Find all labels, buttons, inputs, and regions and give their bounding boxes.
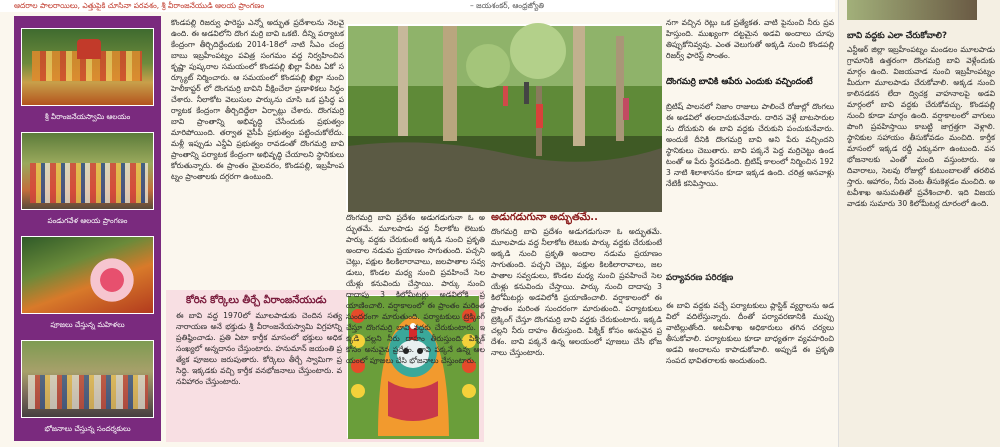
col1-paragraph: కొండపల్లి రిజర్వు ఫారెస్టు ఎన్నో అద్భుత ప్రదేశాలను నెలవై ఉంది. ఈ అడవిలోని దొంగ మర్రి బావి ఒకటి. దీన్ని పర్యాటక కేంద్రంగా తీర్చిదిద్దేందుకు 2014-18లో నాటి సీఎం చంద్రబాబు ఇబ్రహీంపట్నం పవిత్ర సంగమం వద్ద నిర్వహించిన కృష్ణా పుష్కరాల సమయంలో కొండపల్లి ఖిల్లా పేరిట ఏకో సర్క్యూట్ నిర్మించారు. ఆ సమయంలో కొండపల్లి ఖిల్లా నుంచి హెలీకాప్టర్ లో దొంగమర్రి బావిని వీక్షించేలా ప్రణాళికలు సిద్ధం చేశారు. నీలాకోట వెలుసుల పార్కును చూసి ఒక ప్రసిద్ధ పర్యాటక కేంద్రంగా తీర్చిదిద్దేలా ఏర్పాట్లు చేశారు. దొంగమర్రి బావి ప్రాంతాన్ని అభివృద్ధి చేసేందుకు ప్రభుత్వం మారిపోయింది. తర్వాత వైసీపీ ప్రభుత్వం పట్టించుకోలేదు. మళ్లీ ఇప్పుడు ఎన్డీఏ ప్రభుత్వం రావడంతో దొంగమర్రి బావి ప్రాంతాన్ని పర్యాటక కేంద్రంగా అభివృద్ధి చేయాలని స్థానికులు కోరుతున్నారు. ఈ ప్రాంతం మైలవరం, కొండపల్లి, ఇబ్రహీంపట్నం ప్రాంతాలకు దగ్గరగా ఉంటుంది.: [171, 18, 344, 181]
road-photo: [847, 0, 977, 20]
deity-box-heading: కోరిన కోర్కెలు తీర్చే వీరాంజనేయుడు: [186, 295, 327, 306]
col4-intro: నగా వచ్చిన రెట్లు ఒక ప్రత్యేకత. వాటి పైనుంచి నీరు ప్రవహిస్తుంది. ముఖ్యంగా దట్టమైన అడవి అందాలు చూపు తిప్పుకోనివ్వవు. ఎంత వెలుగుతో అక్కడి నుంచి కొండపల్లి రిజర్వ్ ఫారెస్ట్ సొంతం.: [666, 18, 834, 60]
photo-sidebar: [14, 16, 161, 441]
caption-festival: పండుగవేళ ఆలయ ప్రాంగణం: [47, 216, 128, 225]
visitors-dining-photo: [21, 340, 154, 418]
wonders-heading: అడుగడుగునా అద్భుతమే..: [491, 212, 598, 223]
col4-environment-paragraph: ఈ బావి వద్దకు వచ్చే పర్యాటకులు ప్లాస్టిక్ వ్యర్థాలను అడవిలో వదిలేస్తున్నారు. దీంతో పర్యావరణానికి ముప్పు వాటిల్లుతోంది. అటవీశాఖ అధికారులు తగిన చర్యలు తీసుకోవాలి. పర్యాటకులు కూడా బాధ్యతగా వ్యవహరించి అడవి అందాలను కాపాడుకోవాలి. అప్పుడే ఈ ప్రకృతి సంపద భావితరాలకు అందుతుంది.: [666, 301, 834, 365]
women-worship-photo: [21, 236, 154, 314]
how-to-reach-paragraph: ఎన్టీఆర్ జిల్లా ఇబ్రహీంపట్నం మండలం మూలపాడు గ్రామానికి ఉత్తరంగా దొంగమర్రి బావి వెళ్లేందుకు మార్గం ఉంది. విజయవాడ నుంచి ఇబ్రహీంపట్నం మీదుగా మూలపాడు చేరుకోవాలి. అక్కడ నుంచి కాలినడకన లేదా ద్విచక్ర వాహనాలపై అడవి మార్గంలో బావి వద్దకు చేరుకోవచ్చు. కొండపల్లి నుంచి కూడా మార్గం ఉంది. వర్షాకాలంలో వాగులు పొంగి ప్రవహిస్తాయి కాబట్టి జాగ్రత్తగా వెళ్లాలి. స్థానికుల సహాయం తీసుకోవడం మంచిది. కార్తీక మాసంలో ఇక్కడ రద్దీ ఎక్కువగా ఉంటుంది. వనభోజనాలకు ఎంతో మంది వస్తుంటారు. ఆదివారాలు, సెలవు రోజుల్లో కుటుంబాలతో తరలివస్తారు. ఆహారం, నీరు వెంట తీసుకెళ్లడం మంచిది. అటవీశాఖ అనుమతితో ప్రవేశించాలి. ఇది విజయవాడకు సుమారు 30 కిలోమీటర్ల దూరంలో ఉంది.: [847, 45, 995, 208]
how-to-reach-heading: బావి వద్దకు ఎలా చేరుకోవాలి?: [847, 31, 947, 41]
caption-temple: శ్రీ వీరాంజనేయస్వామి ఆలయం: [44, 112, 131, 121]
caption-women-worship: పూజలు చేస్తున్న మహిళలు: [50, 320, 125, 329]
caption-visitors-dining: భోజనాలు చేస్తున్న సందర్శకులు: [44, 424, 131, 433]
festival-crowd-photo: [21, 132, 154, 210]
environment-subheading: పర్యావరణ పరిరక్షణ: [666, 273, 734, 283]
col4-origin-paragraph: బ్రిటిష్ పాలనలో నిజాం రాజులు పాలించే రోజుల్లో దొంగలు ఈ అడవిలో తలదాచుకునేవారు. దారిన వెళ్లే బాటసారులను దోచుకుని ఈ బావి వద్దకు చేరుకుని పంచుకునేవారు. అందుకే దీనికి దొంగమర్రి బావి అని పేరు వచ్చిందని స్థానికులు చెబుతారు. బావి పక్కనే పెద్ద మర్రిచెట్టు ఉండటంతో ఆ పేరు స్థిరపడింది. బ్రిటిష్ కాలంలో నిర్మించిన 1923 నాటి శిలాశాసనం కూడా ఇక్కడ ఉంది. చరిత్ర ఆనవాళ్లు నేటికీ కనిపిస్తాయి.: [666, 102, 834, 188]
top-photo-caption: ఆదరాల పాలరాయిలు, ఎత్తుపైకి చూసినా పరవశం, శ్రీ వీరాంజనేయుడి ఆలయ ప్రాంగణం: [14, 1, 265, 10]
right-column: [838, 0, 1000, 447]
forest-stream-photo: [346, 24, 660, 210]
photo-credit: – జయశంకర్, ఆంధ్రజ్యోతి: [470, 1, 545, 10]
col2-paragraph: దొంగమర్రి బావి ప్రదేశం అడుగడుగునా ఓ అద్భుతమే. మూలపాడు వద్ద నీలాకోట లెటుకు పార్కు వద్దకు చేరుకుంటే అక్కడి నుంచి ప్రకృతి అందాల నడుమ ప్రయాణం సాగుతుంది. పచ్చని చెట్లు, పక్షుల కిలకిలారావాలు, జలపాతాల సవ్వడులు, కొండల మధ్య నుంచి ప్రవహించే సెలయేళ్లు కనువిందు చేస్తాయి. పార్కు నుంచి దాదాపు 3 కిలోమీటర్లు అడవిలోకి ప్రయాణించాలి. వర్షాకాలంలో ఈ ప్రాంతం మరింత సుందరంగా మారుతుంది. పర్యాటకులు ట్రెక్కింగ్ చేస్తూ దొంగమర్రి బావి వద్దకు చేరుకుంటారు. ఇక్కడి చల్లని నీరు దాహం తీరుస్తుంది. పిక్నిక్ కోసం అనువైన ప్రదేశం. బావి పక్కనే ఉన్న ఆలయంలో పూజలు చేసి భోజనాలు చేస్తుంటారు.: [346, 213, 485, 365]
environment-subheading-2: [666, 285, 834, 298]
forest-illustration: [348, 26, 662, 212]
deity-box-paragraph: ఈ బావి వద్ద 1970లో మూలపాడుకు చెందిన సత్యనారాయణ అనే భక్తుడు శ్రీ వీరాంజనేయస్వామి విగ్రహాన్ని ప్రతిష్ఠించాడు. ప్రతి ఏటా కార్తీక మాసంలో భక్తులు అధిక సంఖ్యలో అన్నదానం చేస్తుంటారు. హనుమాన్ జయంతి ప్రత్యేక పూజలు జరుపుతారు. కోర్కెలు తీర్చే స్వామిగా ప్రసిద్ధి. ఇక్కడకు వచ్చి కార్తీక వనభోజనాలు చేస్తుంటారు. వనవిహారం చేస్తుంటారు.: [176, 311, 342, 386]
col4-top-label: [666, 0, 834, 12]
name-origin-subheading: దొంగమర్రి బావికి ఆపేరు ఎందుకు వచ్చిందంటే: [666, 77, 813, 87]
col3-paragraph: దొంగమర్రి బావి ప్రదేశం అడుగడుగునా ఓ అద్భుతమే. మూలపాడు వద్ద నీలాకోట లెటుకు పార్కు వద్దకు చేరుకుంటే అక్కడి నుంచి ప్రకృతి అందాల నడుమ ప్రయాణం సాగుతుంది. పచ్చని చెట్లు, పక్షుల కిలకిలారావాలు, జలపాతాల సవ్వడులు, కొండల మధ్య నుంచి ప్రవహించే సెలయేళ్లు కనువిందు చేస్తాయి. పార్కు నుంచి దాదాపు 3 కిలోమీటర్లు అడవిలోకి ప్రయాణించాలి. వర్షాకాలంలో ఈ ప్రాంతం మరింత సుందరంగా మారుతుంది. పర్యాటకులు ట్రెక్కింగ్ చేస్తూ దొంగమర్రి బావి వద్దకు చేరుకుంటారు. ఇక్కడి చల్లని నీరు దాహం తీరుస్తుంది. పిక్నిక్ కోసం అనువైన ప్రదేశం. బావి పక్కనే ఉన్న ఆలయంలో పూజలు చేసి భోజనాలు చేస్తుంటారు.: [491, 227, 662, 357]
temple-photo: [21, 28, 154, 106]
